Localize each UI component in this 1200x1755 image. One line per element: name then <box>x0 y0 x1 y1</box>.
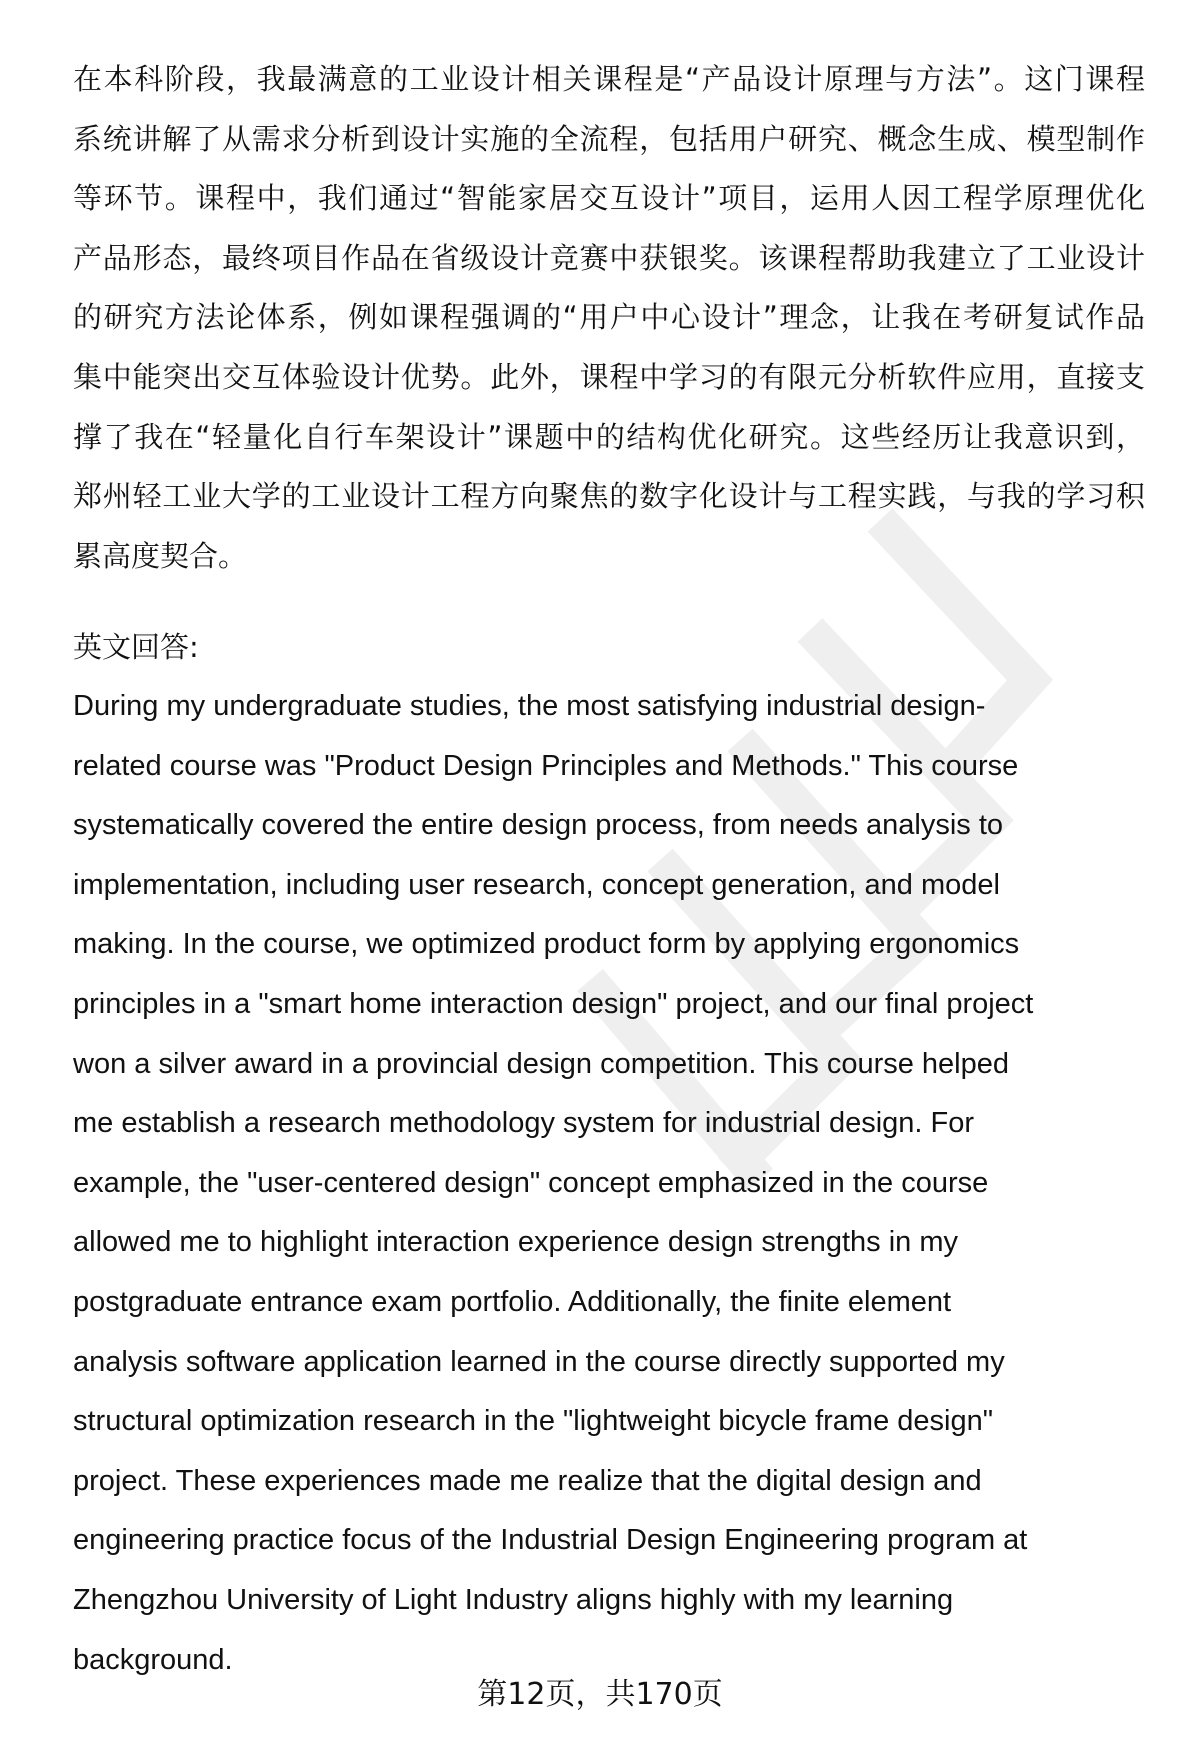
text-line: related course was "Product Design Principles and Methods." This course <box>73 749 1019 782</box>
text-line: engineering practice focus of the Industrial Design Engineering program at <box>73 1524 1028 1557</box>
text-line: example, the "user-centered design" concept emphasized in the course <box>73 1166 989 1199</box>
english-answer-paragraph <box>73 677 1183 1690</box>
text-line: During my undergraduate studies, the most satisfying industrial design- <box>73 690 986 722</box>
text-line: 产品形态，最终项目作品在省级设计竞赛中获银奖。该课程帮助我建立了工业设计 <box>73 240 1145 275</box>
english-answer-label: 英文回答: <box>73 630 199 664</box>
text-line: analysis software application learned in the course directly supported my <box>73 1345 1005 1378</box>
text-line: won a silver award in a provincial design competition. This course helped <box>73 1047 1010 1080</box>
text-line: project. These experiences made me realize that the digital design and <box>73 1464 982 1497</box>
text-line: postgraduate entrance exam portfolio. Additionally, the finite element <box>73 1285 952 1318</box>
text-line: implementation, including user research, concept generation, and model <box>73 868 1000 901</box>
text-line: making. In the course, we optimized product form by applying ergonomics <box>73 928 1020 961</box>
text-line: 等环节。课程中，我们通过“智能家居交互设计”项目，运用人因工程学原理优化 <box>73 181 1145 216</box>
text-line: 的研究方法论体系，例如课程强调的“用户中心设计”理念，让我在考研复试作品 <box>73 300 1145 335</box>
text-line: 集中能突出交互体验设计优势。此外，课程中学习的有限元分析软件应用，直接支 <box>73 359 1145 394</box>
text-line: 系统讲解了从需求分析到设计实施的全流程，包括用户研究、概念生成、模型制作 <box>73 121 1145 156</box>
text-line: background. <box>73 1643 233 1676</box>
text-line: 在本科阶段，我最满意的工业设计相关课程是“产品设计原理与方法”。这门课程 <box>73 62 1145 96</box>
text-line: Zhengzhou University of Light Industry aligns highly with my learning <box>73 1583 954 1616</box>
text-line: 撑了我在“轻量化自行车架设计”课题中的结构优化研究。这些经历让我意识到， <box>73 419 1145 454</box>
chinese-answer-paragraph <box>73 50 1145 586</box>
text-line: systematically covered the entire design process, from needs analysis to <box>73 809 1004 842</box>
text-line: structural optimization research in the "lightweight bicycle frame design" <box>73 1405 994 1438</box>
text-line: 郑州轻工业大学的工业设计工程方向聚焦的数字化设计与工程实践，与我的学习积 <box>73 479 1145 514</box>
text-line: 累高度契合。 <box>73 538 248 573</box>
text-line: principles in a "smart home interaction design" project, and our final project <box>73 987 1034 1020</box>
text-line: allowed me to highlight interaction experience design strengths in my <box>73 1226 958 1259</box>
text-line: me establish a research methodology system for industrial design. For <box>73 1107 975 1140</box>
page-number: 第12页，共170页 <box>477 1677 723 1712</box>
